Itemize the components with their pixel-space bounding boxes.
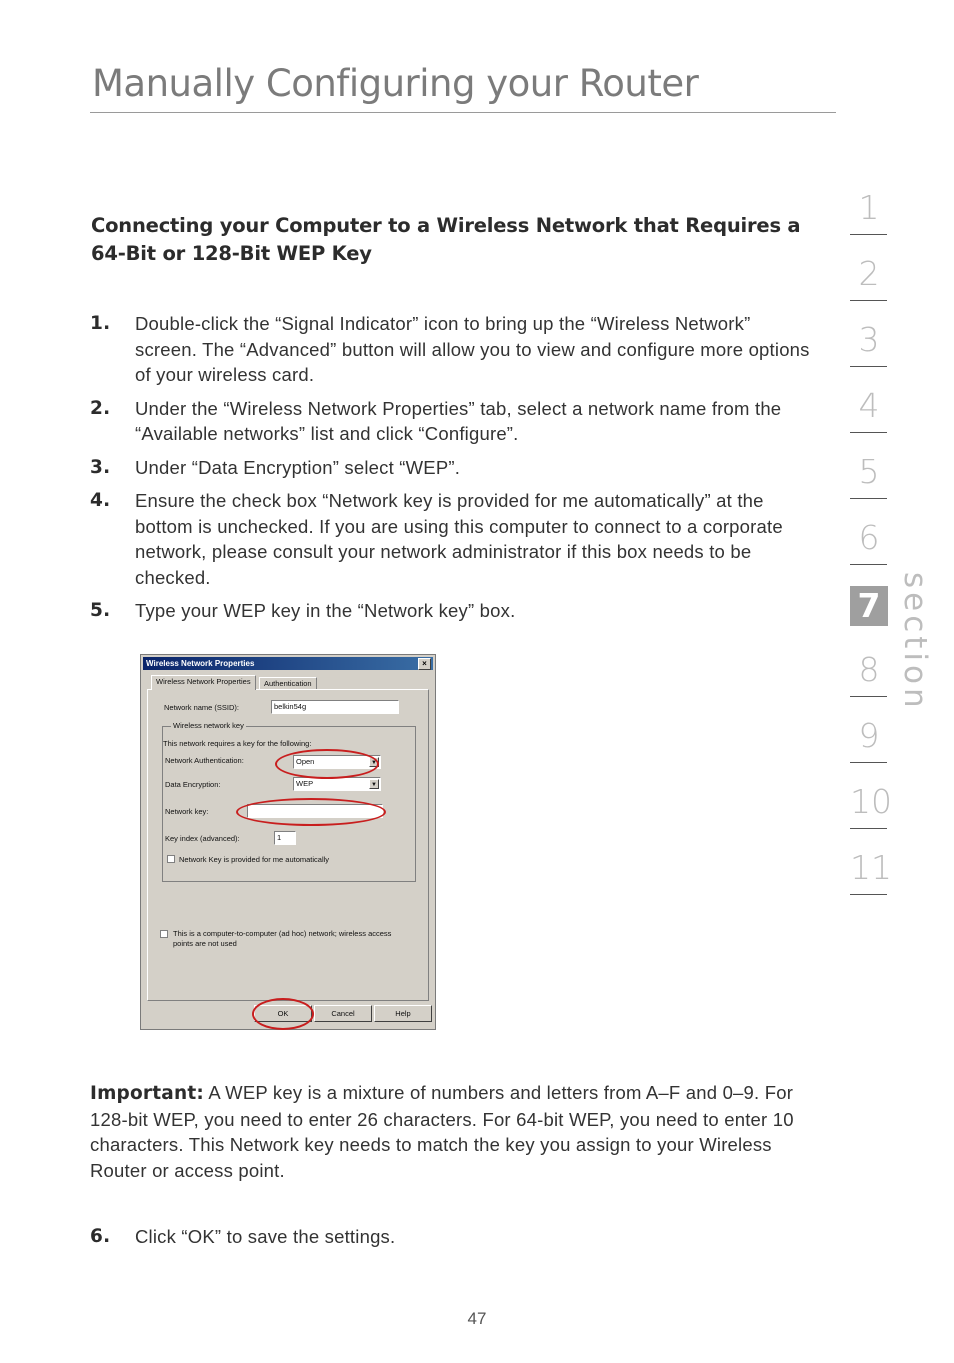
section-number: 2 — [858, 254, 880, 293]
help-button[interactable]: Help — [374, 1005, 432, 1022]
step-number: 1. — [90, 313, 111, 334]
auto-key-label: Network Key is provided for me automatically — [179, 855, 330, 864]
title-divider — [90, 112, 836, 113]
ok-button[interactable]: OK — [254, 1005, 312, 1022]
step-text: Ensure the check box “Network key is provided for me automatically” at the bottom is unchecked. If you are using this computer to connect to a corporate network, please consult your network administrator if this box needs to be checked. — [135, 490, 783, 588]
chevron-down-icon[interactable]: ▼ — [369, 779, 379, 789]
divider — [850, 828, 887, 829]
section-5[interactable] — [850, 450, 888, 516]
divider — [850, 300, 887, 301]
key-index-stepper[interactable]: 1 — [274, 831, 296, 845]
page-number: 47 — [467, 1309, 487, 1328]
step-number: 6. — [90, 1226, 111, 1247]
step-4 — [90, 488, 810, 590]
step-3 — [90, 455, 810, 481]
section-number: 10 — [850, 782, 892, 821]
step-number: 3. — [90, 456, 111, 478]
section-1[interactable] — [850, 186, 888, 252]
cancel-button[interactable]: Cancel — [314, 1005, 372, 1022]
step-5 — [90, 598, 810, 624]
wireless-properties-dialog — [140, 654, 436, 1030]
key-index-label: Key index (advanced): — [165, 834, 240, 843]
section-11[interactable] — [850, 846, 892, 912]
ssid-input[interactable]: belkin54g — [271, 700, 399, 714]
step-text: Under the “Wireless Network Properties” tab, select a network name from the “Available networks” list and click “Configure”. — [135, 397, 782, 444]
step-text: Under “Data Encryption” select “WEP”. — [135, 456, 461, 478]
section-2[interactable] — [850, 252, 888, 318]
section-nav — [850, 186, 892, 912]
step-text: Type your WEP key in the “Network key” box. — [135, 600, 516, 621]
auth-label: Network Authentication: — [165, 756, 244, 765]
important-label: Important: — [90, 1083, 204, 1104]
network-key-highlight-circle — [236, 798, 386, 826]
section-8[interactable] — [850, 648, 888, 714]
section-number: 5 — [858, 452, 880, 491]
page-title: Manually Configuring your Router — [92, 62, 699, 105]
tab-wireless-network-properties[interactable]: Wireless Network Properties — [151, 675, 256, 690]
network-key-label: Network key: — [165, 807, 209, 816]
encryption-label: Data Encryption: — [165, 780, 221, 789]
divider — [850, 894, 887, 895]
auto-key-checkbox[interactable] — [167, 855, 175, 863]
section-7-active[interactable] — [850, 582, 888, 648]
auth-highlight-circle — [275, 749, 379, 779]
section-number: 6 — [858, 518, 880, 557]
section-3[interactable] — [850, 318, 888, 384]
dialog-title: Wireless Network Properties — [146, 659, 255, 668]
group-description: This network requires a key for the following: — [163, 739, 312, 748]
divider — [850, 234, 887, 235]
close-icon[interactable]: × — [418, 658, 431, 670]
group-label: Wireless network key — [173, 721, 244, 730]
step-text: Double-click the “Signal Indicator” icon to bring up the “Wireless Network” screen. The “Advanced” button will allow you to view and configure more options of your wireless card. — [135, 313, 810, 385]
section-number: 9 — [858, 716, 880, 755]
auth-value: Open — [296, 757, 315, 766]
divider — [850, 564, 887, 565]
section-number: 8 — [858, 650, 880, 689]
chevron-down-icon[interactable]: ▼ — [369, 757, 379, 767]
divider — [850, 432, 887, 433]
section-number: 7 — [850, 586, 888, 626]
step-2 — [90, 396, 810, 447]
step-number: 5. — [90, 600, 111, 621]
step-6 — [90, 1224, 810, 1250]
adhoc-label-line2: points are not used — [173, 939, 237, 948]
steps-list — [90, 311, 810, 632]
important-note — [90, 1080, 800, 1183]
divider — [850, 498, 887, 499]
section-10[interactable] — [850, 780, 892, 846]
step-text: Click “OK” to save the settings. — [135, 1226, 396, 1247]
dialog-titlebar — [143, 657, 433, 670]
step-1 — [90, 311, 810, 388]
encryption-value: WEP — [296, 779, 314, 788]
tab-authentication[interactable]: Authentication — [259, 677, 317, 690]
section-label: section — [897, 572, 933, 712]
divider — [850, 366, 887, 367]
section-number: 4 — [858, 386, 880, 425]
encryption-select[interactable] — [293, 777, 381, 791]
section-number: 1 — [858, 188, 880, 227]
ssid-label: Network name (SSID): — [164, 703, 240, 712]
ok-highlight-circle — [252, 998, 314, 1030]
adhoc-label: This is a computer-to-computer (ad hoc) network; wireless access — [173, 929, 392, 938]
step-number: 2. — [90, 397, 111, 419]
section-number: 11 — [850, 848, 892, 887]
divider — [850, 762, 887, 763]
section-6[interactable] — [850, 516, 888, 582]
section-4[interactable] — [850, 384, 888, 450]
divider — [850, 696, 887, 697]
adhoc-checkbox[interactable] — [160, 930, 168, 938]
section-number: 3 — [858, 320, 880, 359]
section-heading: Connecting your Computer to a Wireless Network that Requires a 64-Bit or 128-Bit WEP Key — [91, 214, 801, 265]
section-9[interactable] — [850, 714, 888, 780]
important-text: A WEP key is a mixture of numbers and letters from A–F and 0–9. For 128-bit WEP, you need to enter 26 characters. For 64-bit WEP, you need to enter 10 characters. This Network key needs to match the key you assign to your Wireless Router or access point. — [90, 1082, 794, 1181]
step-number: 4. — [90, 490, 111, 511]
step-6-container — [90, 1224, 810, 1258]
dialog-panel — [147, 689, 429, 1001]
